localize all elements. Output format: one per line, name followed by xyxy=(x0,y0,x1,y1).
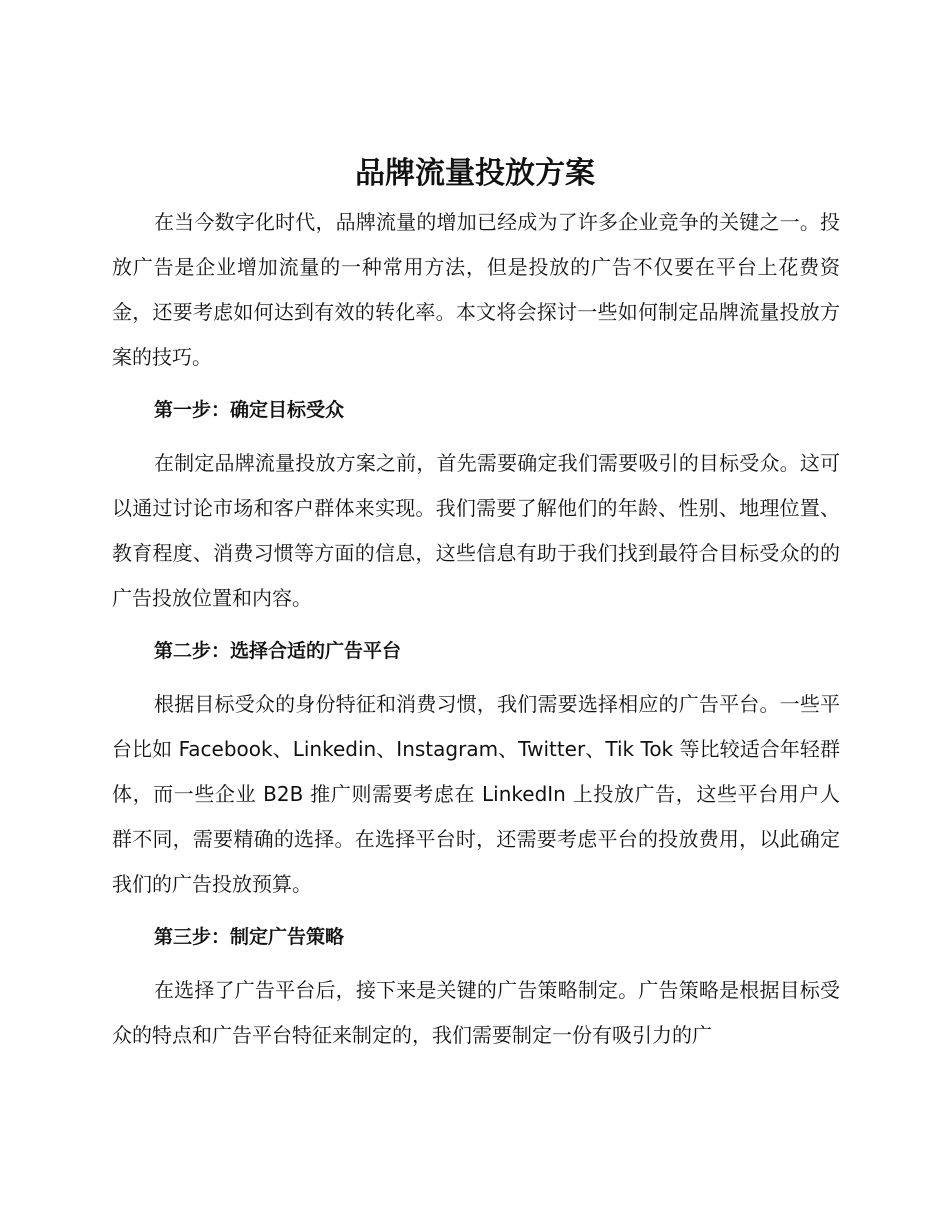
section-paragraph-3: 在选择了广告平台后，接下来是关键的广告策略制定。广告策略是根据目标受众的特点和广告平台特征来制定的，我们需要制定一份有吸引力的广 xyxy=(112,978,840,1047)
document-title: 品牌流量投放方案 xyxy=(355,156,595,191)
section-paragraph-1: 在制定品牌流量投放方案之前，首先需要确定我们需要吸引的目标受众。这可以通过讨论市场和客户群体来实现。我们需要了解他们的年龄、性别、地理位置、教育程度、消费习惯等方面的信息，这些信息有助于我们找到最符合目标受众的的广告投放位置和内容。 xyxy=(112,451,840,610)
section-heading-3: 第三步：制定广告策略 xyxy=(154,926,345,948)
section-heading-2: 第二步：选择合适的广告平台 xyxy=(154,640,402,662)
section-heading-1: 第一步：确定目标受众 xyxy=(154,399,345,421)
document-body xyxy=(112,200,840,1058)
section-paragraph-2: 根据目标受众的身份特征和消费习惯，我们需要选择相应的广告平台。一些平台比如 Facebook、Linkedin、Instagram、Twitter、Tik Tok 等比较适合年轻群体，而一些企业 B2B 推广则需要考虑在 LinkedIn 上投放广告，这些平台用户人群不同，需要精确的选择。在选择平台时，还需要考虑平台的投放费用，以此确定我们的广告投放预算。 xyxy=(112,692,840,896)
intro-paragraph: 在当今数字化时代，品牌流量的增加已经成为了许多企业竞争的关键之一。投放广告是企业增加流量的一种常用方法，但是投放的广告不仅要在平台上花费资金，还要考虑如何达到有效的转化率。本文将会探讨一些如何制定品牌流量投放方案的技巧。 xyxy=(112,210,840,369)
